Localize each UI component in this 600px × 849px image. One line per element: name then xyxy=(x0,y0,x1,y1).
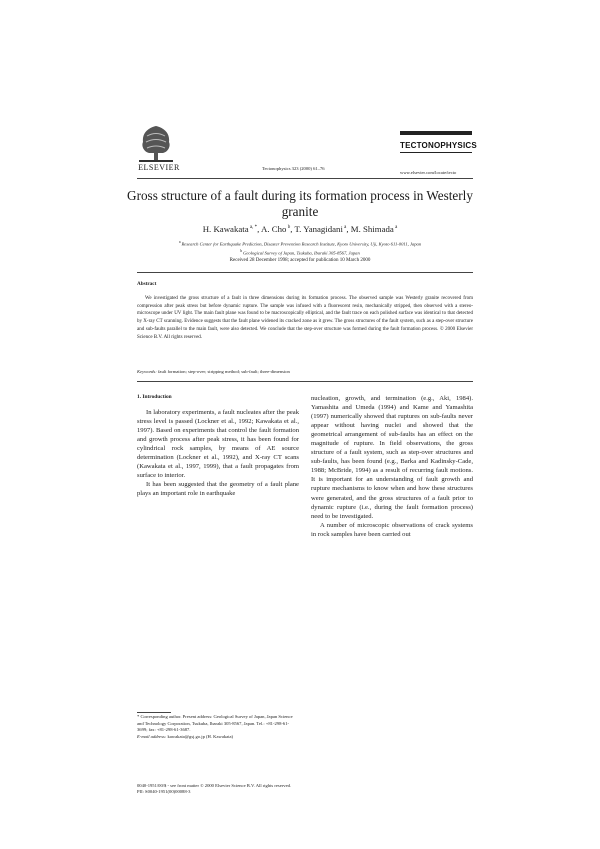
email-label: E-mail address: xyxy=(137,733,167,739)
author-affiliation-mark: a, * xyxy=(248,225,258,231)
author-list: H. Kawakata $^{a, *}$, A. Cho $^b$, T. Yanagidani $^a$, M. Shimada $^a$ xyxy=(202,224,398,234)
author-name: M. Shimada xyxy=(350,224,394,234)
paragraph: It has been suggested that the geometry of a fault plane plays an important role in earthquake xyxy=(137,481,299,498)
paragraph: A number of microscopic observations of crack systems in rock samples have been carried out xyxy=(311,521,473,538)
footnote-text: * Corresponding author. Present address: Geological Survey of Japan, Japan Science and Technology Corporation, Tsukuba, Ibaraki 305-8567, Japan. Tel.: +81-298-61-3699; fax: +81-298-61-3687. xyxy=(137,714,293,733)
copyright-block xyxy=(137,783,473,796)
abstract-bottom-rule xyxy=(137,381,473,382)
journal-url[interactable]: www.elsevier.com/locate/tecto xyxy=(400,170,457,175)
keywords-list: fault formation; step-over; stripping method; sub-fault; three-dimension xyxy=(157,369,290,374)
keywords-label: Keywords: xyxy=(137,369,157,374)
email-address[interactable]: kawakata@gsj.go.jp (H. Kawakata) xyxy=(167,733,234,739)
author-name: A. Cho xyxy=(261,224,287,234)
corresponding-author-footnote xyxy=(137,714,299,740)
author-name: H. Kawakata xyxy=(202,224,249,234)
author-affiliation-mark: a xyxy=(393,225,398,231)
body-left-column xyxy=(137,393,299,499)
author-affiliation-mark: b xyxy=(286,225,291,231)
abstract-top-rule xyxy=(137,272,473,273)
abstract-heading: Abstract xyxy=(137,281,157,287)
received-dates: Received 28 December 1998; accepted for publication 10 March 2000 xyxy=(229,258,371,263)
paragraph: nucleation, growth, and termination (e.g., Aki, 1984). Yamashita and Umeda (1994) and Kame and Yamashita (1997) numerically showed that ruptures on sub-faults never appear without having nuclei and showed that the geometrical arrangement of sub-faults has an effect on the magnitude of rupture. In field observations, the gross structure of a fault system, such as step-over structures and sub-faults, has been found (e.g., Barka and Kadinsky-Cade, 1988; McBride, 1994) as a result of recurring fault motions. It is important for an understanding of fault growth and rupture mechanisms to know when and how these structures were generated, and the gross structures of a fault prior to dynamic rupture (i.e., during the fault formation process) need to be investigated. xyxy=(311,395,473,520)
body-right-column xyxy=(311,394,473,539)
keywords xyxy=(137,369,473,374)
header-rule xyxy=(137,178,473,179)
journal-logo-underline xyxy=(400,152,472,153)
abstract-text: We investigated the gross structure of a fault in three dimensions during its formation process. The observed sample was Westerly granite recovered from compression after peak stress but before dynamic rupture. The sample was infused with a fluorescent resin, mechanically stripped, then observed with a stereo-microscope under UV light. The main fault plane was found to be macroscopically elliptical, and the fault trace on each polished surface was identical to that detected by X-ray CT scanning. Evidence suggests that the fault plane widened its cracked zone as it grew. The gross structures of the fault system, such as a step-over structure and sub-faults parallel to the main fault, were also detected. We conclude that the step-over structure was formed during the fault formation process. © 2000 Elsevier Science B.V. All rights reserved. xyxy=(137,296,473,340)
journal-logo-bar xyxy=(400,131,472,135)
journal-logo-text: TECTONOPHYSICS xyxy=(400,141,477,150)
pii-line: PII: S0040-1951(00)00088-3 xyxy=(137,789,191,795)
section-heading: 1. Introduction xyxy=(137,394,172,400)
affiliations xyxy=(120,239,480,256)
publisher-logo-text: ELSEVIER xyxy=(138,163,180,172)
copyright-line: 0040-1951/00/$ - see front matter © 2000 Elsevier Science B.V. All rights reserved. xyxy=(137,783,292,788)
paragraph: In laboratory experiments, a fault nucleates after the peak stress level is passed (Lockner et al., 1992; Kawakata et al., 1997). Based on experiments that control the fault formation and growth process after peak stress, it has been found for cylindrical rock samples, by means of AE source determination (Lockner et al., 1992), and X-ray CT scans (Kawakata et al., 1997, 1999), that a fault propagates from surface to interior. xyxy=(137,409,299,480)
affiliation-line: $^a$ Research Center for Earthquake Prediction, Disaster Prevention Research Institute, Kyoto University, Uji, Kyoto 611-0011, Japan xyxy=(178,240,422,247)
journal-citation: Tectonophysics 323 (2000) 61–76 xyxy=(262,166,325,171)
author-name: T. Yanagidani xyxy=(294,224,343,234)
affiliation-line: $^b$ Geological Survey of Japan, Tsukuba, Ibaraki 305-8567, Japan xyxy=(240,248,360,256)
article-title: Gross structure of a fault during its formation process in Westerly granite xyxy=(127,188,473,219)
author-affiliation-mark: a xyxy=(342,225,347,231)
footnote-rule xyxy=(137,712,171,713)
